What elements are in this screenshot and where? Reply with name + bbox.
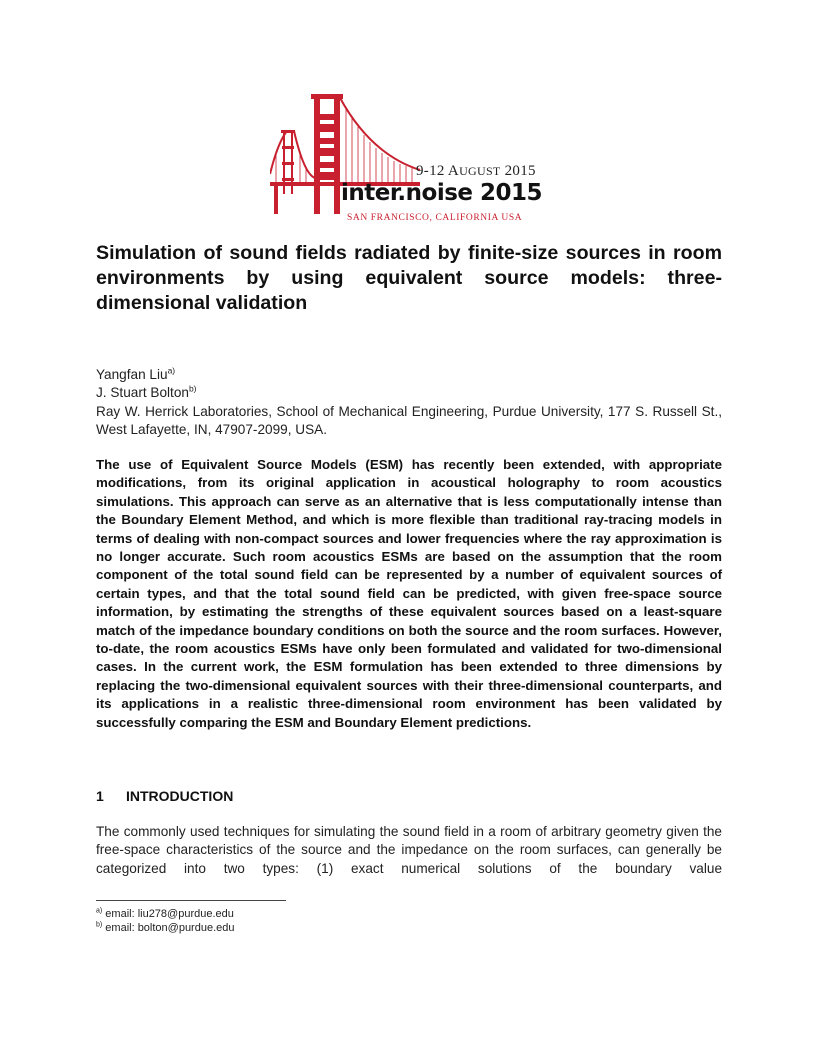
footnote-divider xyxy=(96,900,286,901)
footnote-mark: b) xyxy=(96,921,103,929)
conference-dates: 9-12 AUGUST 2015 xyxy=(416,163,536,179)
author-name: Yangfan Liu$^{a)}$ xyxy=(96,365,176,382)
footnote-email: email: bolton@purdue.edu xyxy=(102,922,235,934)
right-tower-icon xyxy=(311,94,343,214)
footnote-email: email: liu278@purdue.edu xyxy=(102,908,234,920)
author-footnote-mark: a) xyxy=(167,365,176,376)
footnote-mark: a) xyxy=(96,907,103,915)
affiliation: Ray W. Herrick Laboratories, School of Mechanical Engineering, Purdue University, 177 S. Russell St., West Lafayette, IN, 47907-2099, USA. xyxy=(96,403,722,438)
golden-gate-bridge-icon xyxy=(270,94,560,230)
bridge-suspenders-icon xyxy=(276,108,412,182)
author-footnote-mark: b) xyxy=(188,383,197,394)
footnote xyxy=(96,907,235,921)
section-heading xyxy=(96,788,233,804)
conference-name: inter.noise 2015 xyxy=(341,180,543,206)
section-number: 1 xyxy=(96,788,104,804)
footnotes xyxy=(96,907,235,935)
abstract: The use of Equivalent Source Models (ESM) has recently been extended, with appropriate modifications, from its original application in acoustical holography to room acoustics simulations. This approach can serve as an alternative that is less computationally intense than the Boundary Element Method, and which is more flexible than traditional ray-tracing models in terms of dealing with non-compact sources and lower frequencies where the ray approximation is no longer accurate. Such room acoustics ESMs are based on the assumption that the room component of the total sound field can be represented by a number of equivalent sources of certain types, and that the total sound field can be predicted, with given free-space source information, by estimating the strengths of these equivalent sources based on a least-square match of the impedance boundary conditions on both the source and the room surfaces. However, to-date, the room acoustics ESMs have only been formulated and validated for two-dimensional cases. In the current work, the ESM formulation has been extended to three dimensions by replacing the two-dimensional equivalent sources with their three-dimensional counterparts, and its applications in a realistic three-dimensional room environment has been validated by successfully comparing the ESM and Boundary Element predictions. xyxy=(96,457,722,730)
conference-logo xyxy=(270,94,560,230)
conference-location: SAN FRANCISCO, CALIFORNIA USA xyxy=(347,213,523,223)
introduction-paragraph: The commonly used techniques for simulating the sound field in a room of arbitrary geometry given the free-space characteristics of the source and the impedance on the room surfaces, can generally be categorized into two types: (1) exact numerical solutions of the boundary value xyxy=(96,824,722,876)
author-name: J. Stuart Bolton$^{b)}$ xyxy=(96,383,197,401)
footnote xyxy=(96,921,235,935)
author-block xyxy=(96,366,722,440)
section-title: INTRODUCTION xyxy=(126,788,234,804)
paper-title: Simulation of sound fields radiated by finite-size sources in room environments by using equivalent source models: three-dimensional validation xyxy=(96,242,722,314)
